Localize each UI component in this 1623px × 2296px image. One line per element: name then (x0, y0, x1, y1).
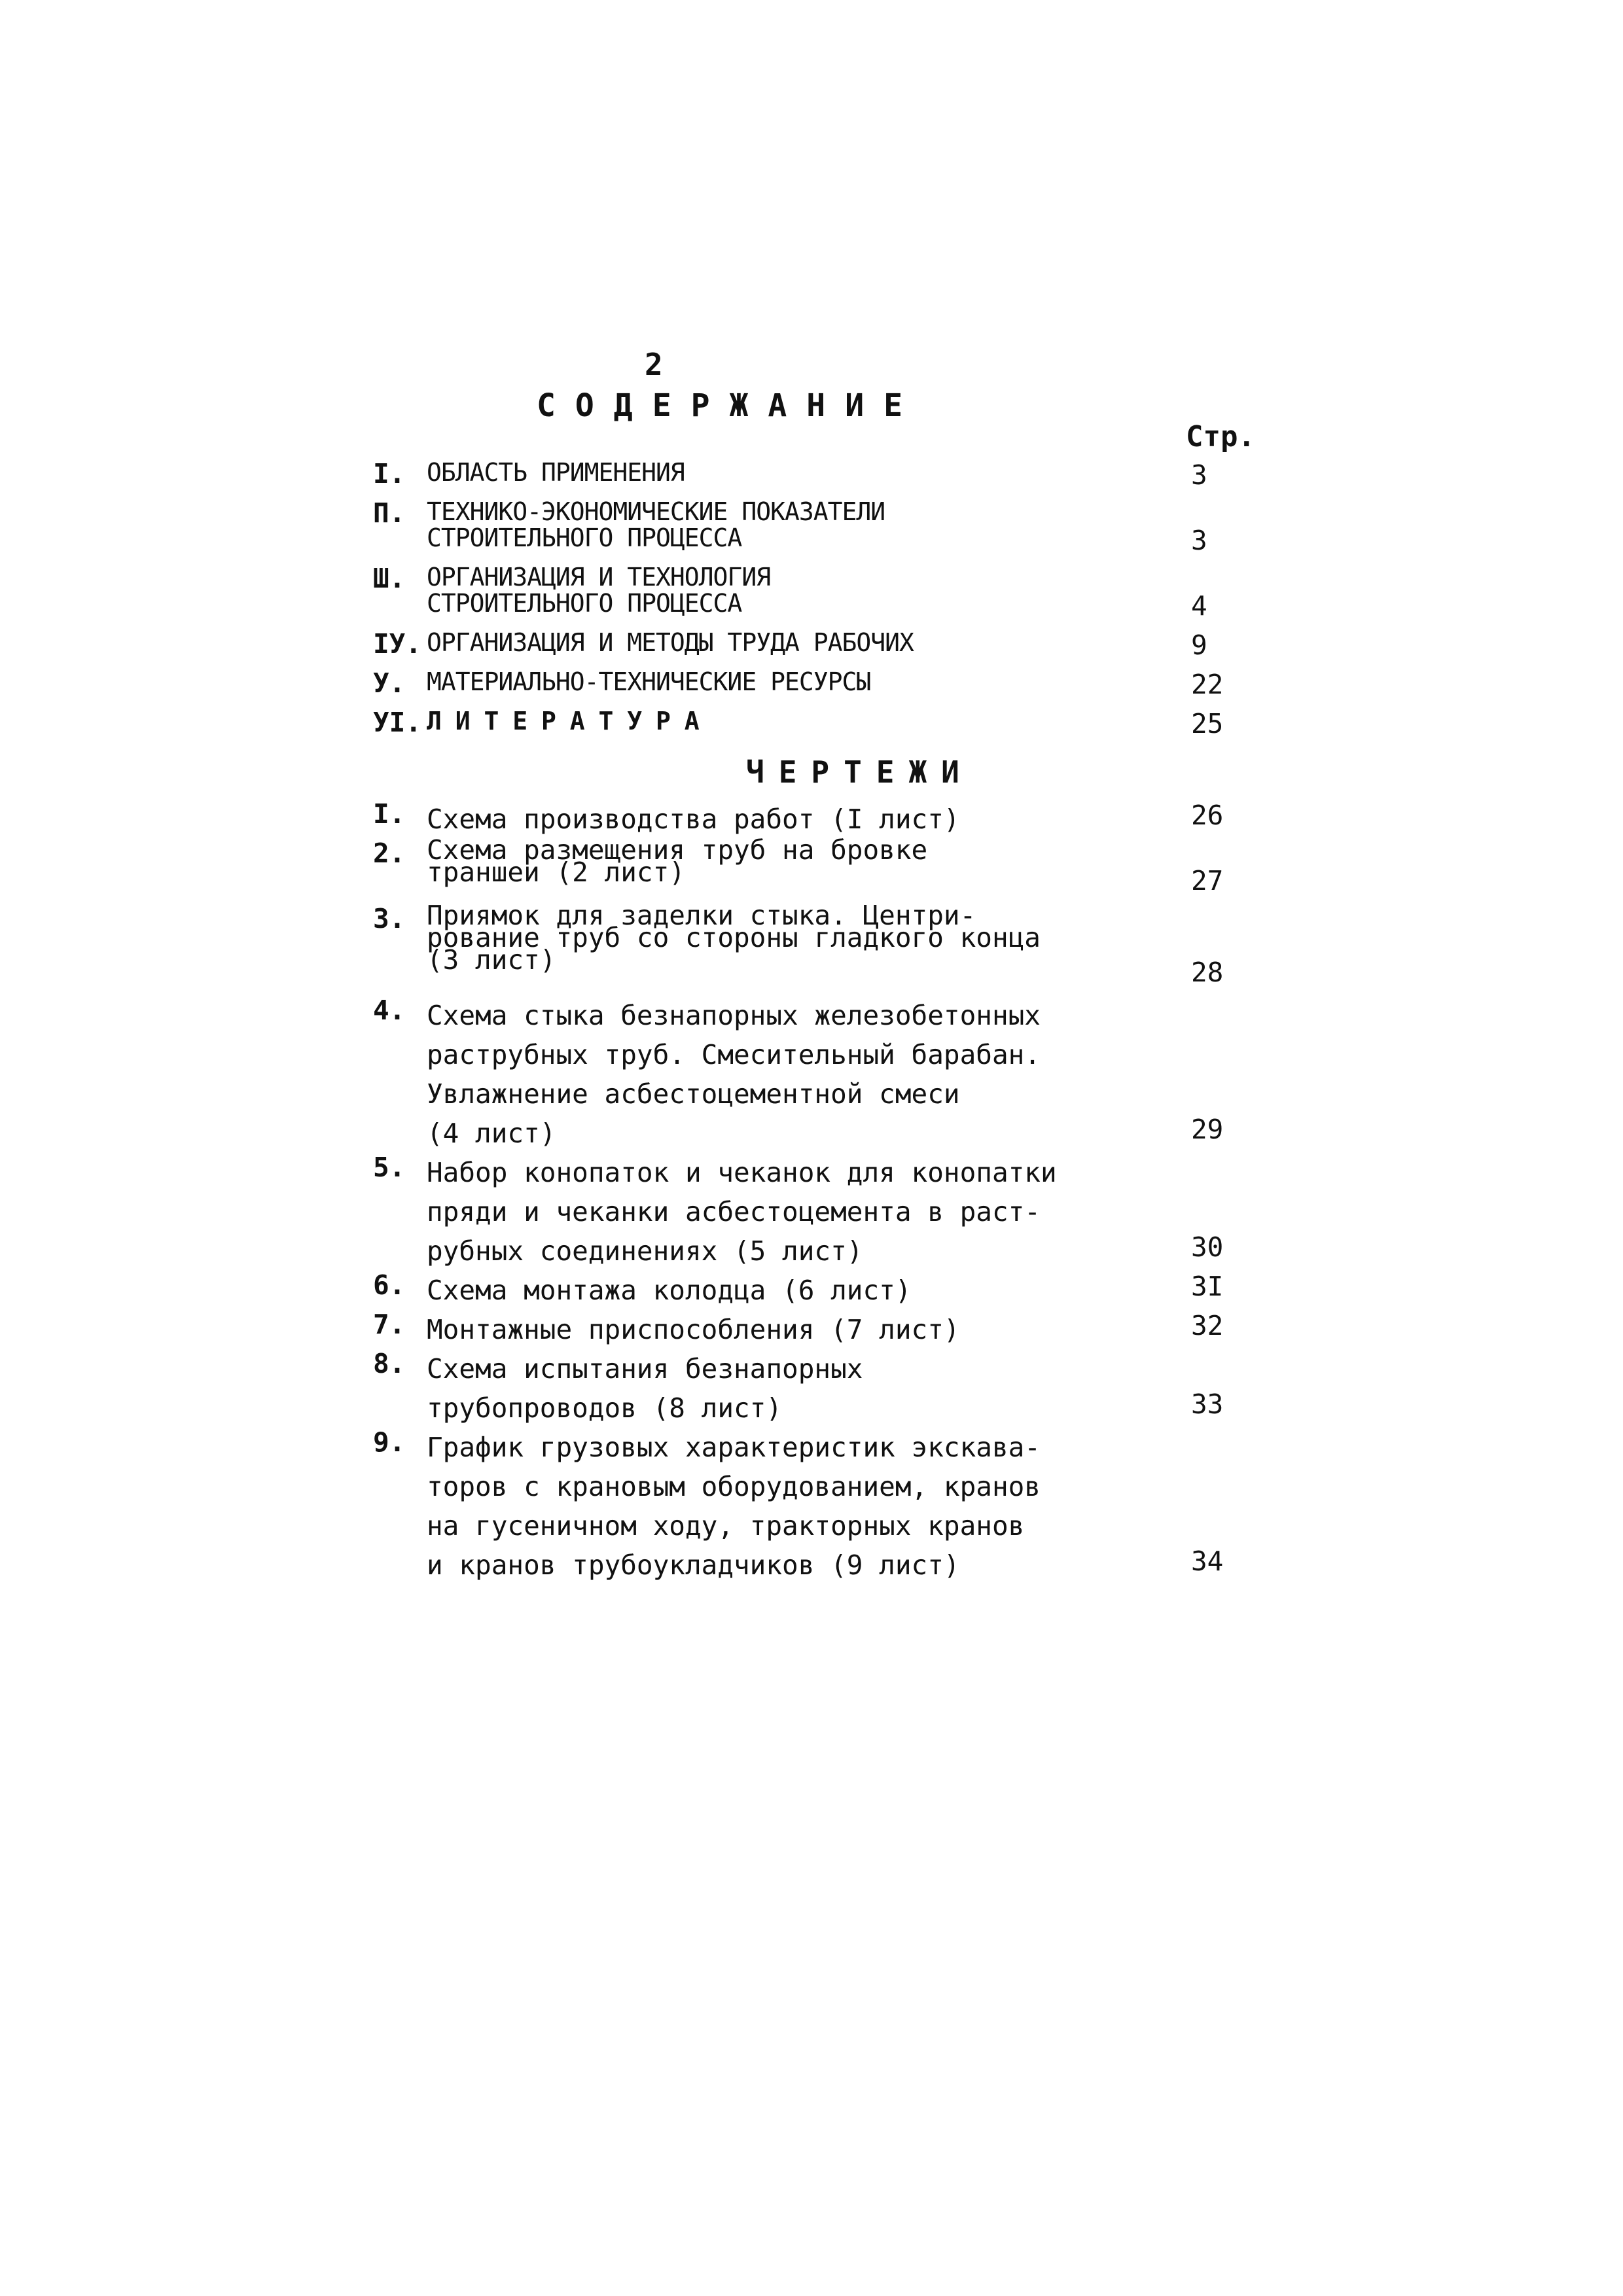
page-column-header: Стр. (1186, 420, 1255, 453)
toc-page: 30 (1191, 1231, 1224, 1263)
toc-number: У. (373, 667, 406, 699)
toc-number: I. (373, 798, 406, 830)
page-number: 2 (645, 347, 663, 382)
toc-number: Ш. (373, 563, 406, 594)
toc-text: Схема испытания безнапорных трубопроводов (8 лист) (427, 1353, 863, 1424)
toc-page: 28 (1191, 957, 1224, 988)
toc-text: ТЕХНИКО-ЭКОНОМИЧЕСКИЕ ПОКАЗАТЕЛИ СТРОИТЕЛЬНОГО ПРОЦЕССА (427, 497, 885, 552)
toc-page: 27 (1191, 865, 1224, 896)
toc-number: IУ. (373, 628, 422, 660)
toc-number: УI. (373, 707, 422, 738)
toc-text: ОРГАНИЗАЦИЯ И МЕТОДЫ ТРУДА РАБОЧИХ (427, 628, 914, 657)
toc-text: Схема монтажа колодца (6 лист) (427, 1275, 912, 1306)
toc-number: 6. (373, 1269, 406, 1301)
toc-number: 5. (373, 1152, 406, 1183)
toc-page: 32 (1191, 1310, 1224, 1341)
toc-number: П. (373, 497, 406, 529)
toc-number: 2. (373, 838, 406, 869)
toc-page: 34 (1191, 1545, 1224, 1577)
toc-page: 3I (1191, 1271, 1224, 1302)
toc-page: 26 (1191, 800, 1224, 831)
toc-page: 22 (1191, 669, 1224, 700)
toc-text: График грузовых характеристик экскава- торов с крановым оборудованием, кранов на гусеничном ходу, тракторных кранов и кранов трубоукладчиков (9 лист) (427, 1432, 1041, 1581)
toc-text: ОБЛАСТЬ ПРИМЕНЕНИЯ (427, 458, 685, 487)
toc-page: 3 (1191, 459, 1207, 491)
toc-text: Схема размещения труб на бровке траншеи (2 лист) (427, 834, 928, 888)
toc-text: Набор конопаток и чеканок для конопатки пряди и чеканки асбестоцемента в раст- рубных соединениях (5 лист) (427, 1157, 1057, 1267)
toc-number: 8. (373, 1348, 406, 1379)
toc-page: 25 (1191, 708, 1224, 739)
toc-text: МАТЕРИАЛЬНО-ТЕХНИЧЕСКИЕ РЕСУРСЫ (427, 667, 871, 696)
toc-number: 4. (373, 995, 406, 1026)
toc-text: Схема производства работ (I лист) (427, 804, 960, 835)
toc-page: 33 (1191, 1388, 1224, 1420)
toc-page: 3 (1191, 525, 1207, 556)
drawings-heading: ЧЕРТЕЖИ (746, 754, 974, 790)
toc-page: 4 (1191, 590, 1207, 622)
toc-text: Л И Т Е Р А Т У Р А (427, 707, 699, 735)
toc-text: Монтажные приспособления (7 лист) (427, 1314, 960, 1345)
toc-text: ОРГАНИЗАЦИЯ И ТЕХНОЛОГИЯ СТРОИТЕЛЬНОГО ПРОЦЕССА (427, 563, 771, 618)
toc-number: 9. (373, 1426, 406, 1458)
toc-page: 29 (1191, 1114, 1224, 1145)
page-title: СОДЕРЖАНИЕ (537, 387, 922, 424)
toc-page: 9 (1191, 629, 1207, 661)
toc-number: I. (373, 458, 406, 489)
toc-number: 3. (373, 903, 406, 934)
toc-number: 7. (373, 1309, 406, 1340)
toc-text: Схема стыка безнапорных железобетонных раструбных труб. Смесительный барабан. Увлажнение асбестоцементной смеси (4 лист) (427, 1000, 1041, 1149)
toc-text: Приямок для заделки стыка. Центри- рование труб со стороны гладкого конца (3 лист) (427, 900, 1041, 976)
